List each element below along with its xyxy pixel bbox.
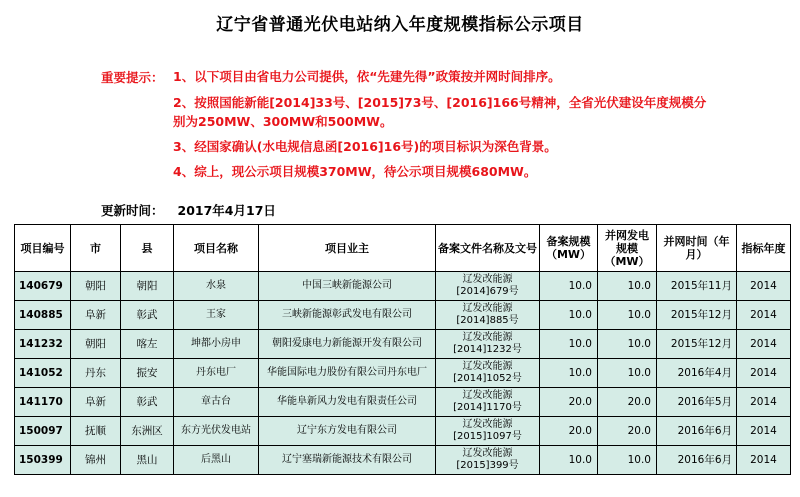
cell-quota-year: 2014 bbox=[737, 330, 791, 359]
cell-id: 141170 bbox=[15, 388, 71, 417]
col-header-filed-capacity: 备案规模（MW） bbox=[540, 225, 598, 272]
cell-filed-capacity: 10.0 bbox=[540, 330, 598, 359]
col-header-project-name: 项目名称 bbox=[174, 225, 259, 272]
cell-quota-year: 2014 bbox=[737, 301, 791, 330]
page-title: 辽宁省普通光伏电站纳入年度规模指标公示项目 bbox=[216, 15, 584, 35]
cell-grid-date: 2015年11月 bbox=[657, 272, 737, 301]
table-body bbox=[15, 272, 791, 475]
notice-label: 重要提示： bbox=[101, 70, 164, 85]
cell-filed-capacity: 10.0 bbox=[540, 359, 598, 388]
cell-filing-doc: 辽发改能源[2014]1170号 bbox=[436, 388, 540, 417]
cell-filed-capacity: 20.0 bbox=[540, 388, 598, 417]
update-time-value: 2017年4月17日 bbox=[177, 203, 276, 218]
cell-city: 朝阳 bbox=[71, 330, 121, 359]
cell-project-name: 章古台 bbox=[174, 388, 259, 417]
col-header-quota-year: 指标年度 bbox=[737, 225, 791, 272]
cell-grid-capacity: 10.0 bbox=[598, 359, 657, 388]
cell-grid-date: 2016年6月 bbox=[657, 446, 737, 475]
col-header-filing-doc: 备案文件名称及文号 bbox=[436, 225, 540, 272]
cell-city: 锦州 bbox=[71, 446, 121, 475]
col-header-grid-date: 并网时间（年月） bbox=[657, 225, 737, 272]
cell-owner: 华能国际电力股份有限公司丹东电厂 bbox=[259, 359, 436, 388]
cell-grid-capacity: 10.0 bbox=[598, 301, 657, 330]
cell-county: 黑山 bbox=[121, 446, 174, 475]
cell-quota-year: 2014 bbox=[737, 359, 791, 388]
update-time bbox=[101, 201, 276, 219]
cell-county: 朝阳 bbox=[121, 272, 174, 301]
cell-quota-year: 2014 bbox=[737, 417, 791, 446]
notice-line: 3、经国家确认(水电规信息函[2016]16号)的项目标识为深色背景。 bbox=[173, 139, 557, 154]
notice-line: 别为250MW、300MW和500MW。 bbox=[173, 114, 393, 129]
cell-project-name: 后黑山 bbox=[174, 446, 259, 475]
col-header-id: 项目编号 bbox=[15, 225, 71, 272]
notice-line: 1、以下项目由省电力公司提供，依“先建先得”政策按并网时间排序。 bbox=[173, 69, 561, 84]
table-row bbox=[15, 359, 791, 388]
notice-line: 2、按照国能新能[2014]33号、[2015]73号、[2016]166号精神，全省光伏建设年度规模分 bbox=[173, 95, 707, 110]
col-header-city: 市 bbox=[71, 225, 121, 272]
cell-grid-date: 2016年6月 bbox=[657, 417, 737, 446]
cell-grid-capacity: 20.0 bbox=[598, 388, 657, 417]
cell-filing-doc: 辽发改能源[2014]885号 bbox=[436, 301, 540, 330]
cell-grid-capacity: 10.0 bbox=[598, 272, 657, 301]
table-row bbox=[15, 272, 791, 301]
table-row bbox=[15, 388, 791, 417]
cell-county: 振安 bbox=[121, 359, 174, 388]
cell-project-name: 丹东电厂 bbox=[174, 359, 259, 388]
cell-project-name: 王家 bbox=[174, 301, 259, 330]
table-row bbox=[15, 446, 791, 475]
cell-project-name: 坤都小房申 bbox=[174, 330, 259, 359]
update-time-label: 更新时间： bbox=[101, 203, 164, 218]
cell-filing-doc: 辽发改能源[2014]1052号 bbox=[436, 359, 540, 388]
cell-id: 150097 bbox=[15, 417, 71, 446]
cell-grid-date: 2015年12月 bbox=[657, 301, 737, 330]
cell-city: 抚顺 bbox=[71, 417, 121, 446]
cell-filed-capacity: 10.0 bbox=[540, 272, 598, 301]
table-row bbox=[15, 301, 791, 330]
cell-owner: 三峡新能源彰武发电有限公司 bbox=[259, 301, 436, 330]
cell-id: 150399 bbox=[15, 446, 71, 475]
cell-owner: 华能阜新风力发电有限责任公司 bbox=[259, 388, 436, 417]
col-header-owner: 项目业主 bbox=[259, 225, 436, 272]
table-row bbox=[15, 330, 791, 359]
cell-city: 丹东 bbox=[71, 359, 121, 388]
cell-filed-capacity: 10.0 bbox=[540, 301, 598, 330]
cell-grid-capacity: 10.0 bbox=[598, 330, 657, 359]
cell-owner: 朝阳爱康电力新能源开发有限公司 bbox=[259, 330, 436, 359]
cell-owner: 辽宁东方发电有限公司 bbox=[259, 417, 436, 446]
table-row bbox=[15, 417, 791, 446]
cell-grid-date: 2016年4月 bbox=[657, 359, 737, 388]
cell-grid-date: 2016年5月 bbox=[657, 388, 737, 417]
cell-filed-capacity: 10.0 bbox=[540, 446, 598, 475]
cell-owner: 辽宁塞瑞新能源技术有限公司 bbox=[259, 446, 436, 475]
cell-id: 141052 bbox=[15, 359, 71, 388]
notice-block bbox=[0, 0, 800, 200]
cell-filed-capacity: 20.0 bbox=[540, 417, 598, 446]
cell-project-name: 水泉 bbox=[174, 272, 259, 301]
cell-grid-date: 2015年12月 bbox=[657, 330, 737, 359]
cell-county: 彰武 bbox=[121, 388, 174, 417]
cell-filing-doc: 辽发改能源[2015]399号 bbox=[436, 446, 540, 475]
cell-filing-doc: 辽发改能源[2014]1232号 bbox=[436, 330, 540, 359]
cell-project-name: 东方光伏发电站 bbox=[174, 417, 259, 446]
cell-quota-year: 2014 bbox=[737, 272, 791, 301]
cell-grid-capacity: 20.0 bbox=[598, 417, 657, 446]
cell-filing-doc: 辽发改能源[2014]679号 bbox=[436, 272, 540, 301]
cell-filing-doc: 辽发改能源[2015]1097号 bbox=[436, 417, 540, 446]
col-header-grid-capacity: 并网发电规模（MW） bbox=[598, 225, 657, 272]
cell-id: 141232 bbox=[15, 330, 71, 359]
notice-line: 4、综上，现公示项目规模370MW，待公示项目规模680MW。 bbox=[173, 164, 537, 179]
project-table bbox=[14, 224, 791, 475]
cell-quota-year: 2014 bbox=[737, 446, 791, 475]
cell-owner: 中国三峡新能源公司 bbox=[259, 272, 436, 301]
cell-county: 彰武 bbox=[121, 301, 174, 330]
cell-grid-capacity: 10.0 bbox=[598, 446, 657, 475]
col-header-county: 县 bbox=[121, 225, 174, 272]
cell-county: 东洲区 bbox=[121, 417, 174, 446]
cell-city: 朝阳 bbox=[71, 272, 121, 301]
cell-city: 阜新 bbox=[71, 301, 121, 330]
cell-city: 阜新 bbox=[71, 388, 121, 417]
table-header-row bbox=[15, 225, 791, 272]
cell-id: 140679 bbox=[15, 272, 71, 301]
cell-county: 喀左 bbox=[121, 330, 174, 359]
cell-id: 140885 bbox=[15, 301, 71, 330]
cell-quota-year: 2014 bbox=[737, 388, 791, 417]
